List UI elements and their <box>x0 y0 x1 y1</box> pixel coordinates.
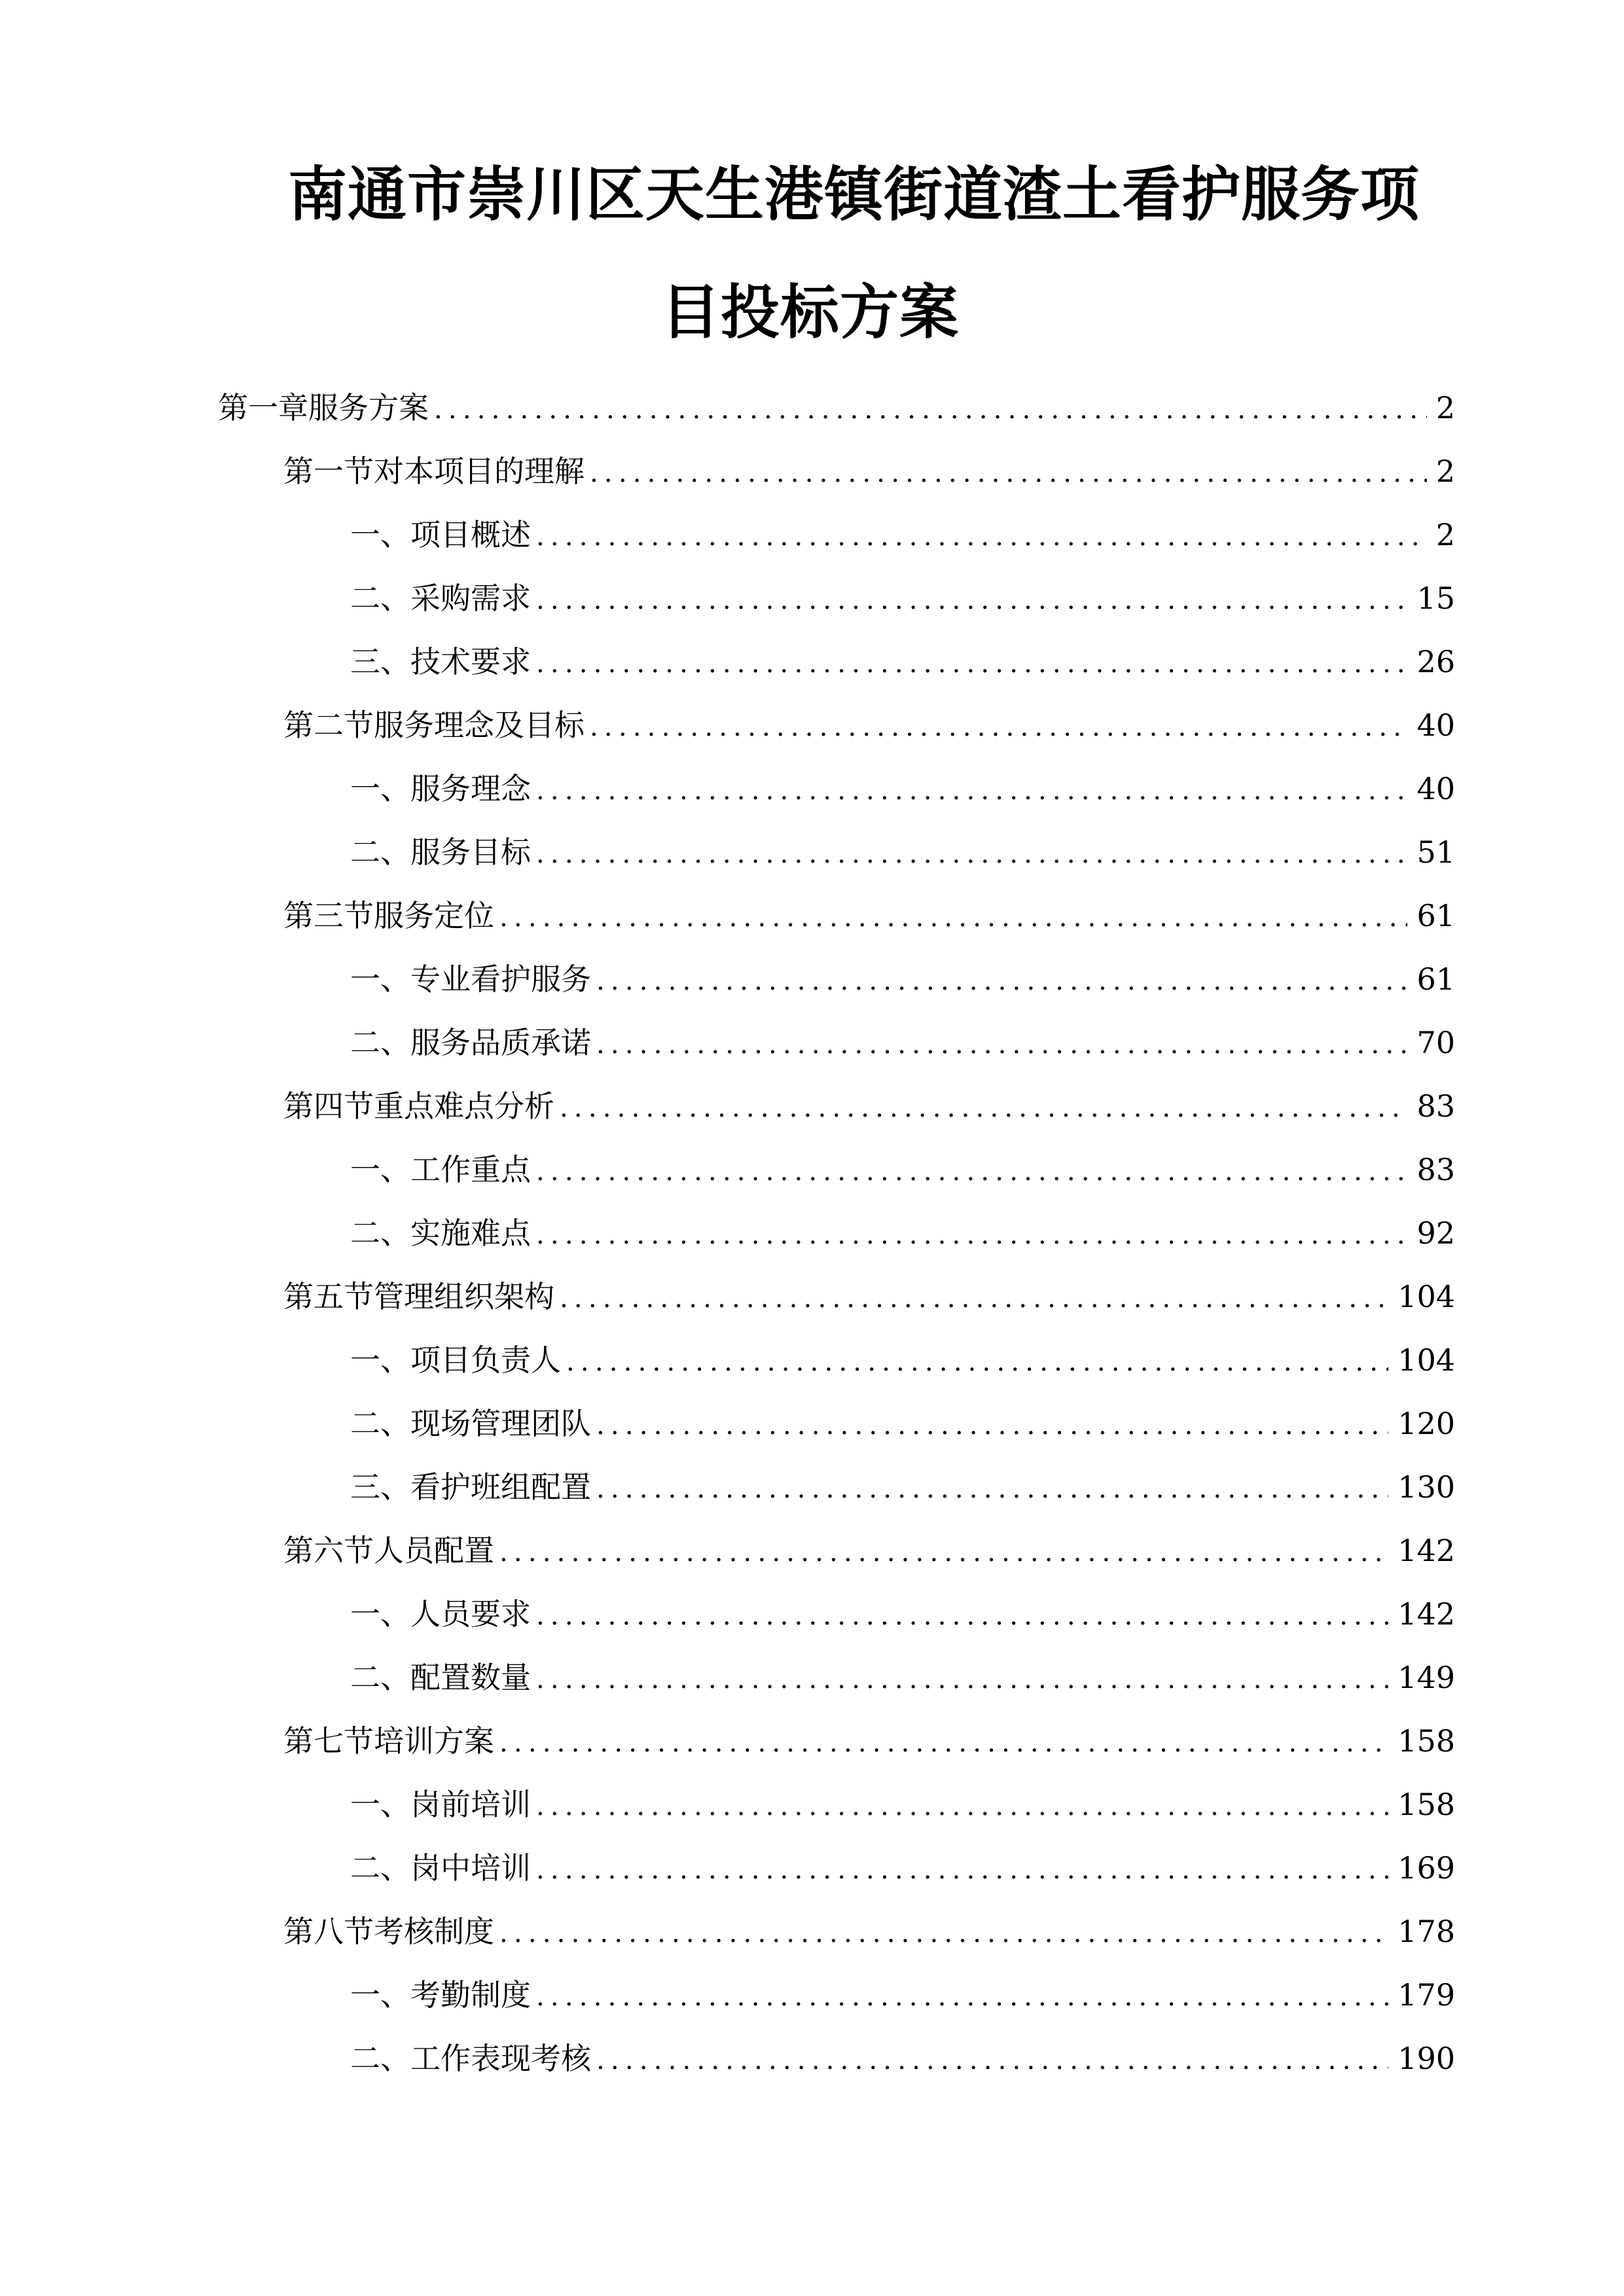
toc-dot-leader <box>590 706 1407 748</box>
toc-page-number: 70 <box>1416 1025 1455 1060</box>
toc-entry-label: 考勤制度 <box>410 1977 531 2013</box>
toc-page-number: 178 <box>1398 1914 1455 1949</box>
toc-dot-leader <box>596 960 1407 1002</box>
toc-entry-subsection[interactable] <box>350 2036 1455 2081</box>
toc-entry-number: 二、 <box>350 834 410 870</box>
toc-entry-number: 二、 <box>350 1215 410 1251</box>
toc-entry-label: 对本项目的理解 <box>374 454 585 489</box>
toc-entry-subsection[interactable] <box>350 639 1455 685</box>
toc-entry-label: 项目概述 <box>410 517 531 552</box>
toc-entry-section[interactable] <box>283 1274 1455 1319</box>
toc-entry-label: 服务品质承诺 <box>410 1025 591 1060</box>
toc-entry-label: 人员要求 <box>410 1596 531 1632</box>
toc-entry-subsection[interactable] <box>350 1401 1455 1446</box>
toc-entry-label: 服务目标 <box>410 834 531 870</box>
toc-entry-section[interactable] <box>283 1909 1455 1954</box>
toc-dot-leader <box>536 770 1407 812</box>
document-title-line-2: 目投标方案 <box>661 278 959 347</box>
toc-entry-label: 专业看护服务 <box>410 961 591 997</box>
toc-dot-leader <box>536 643 1407 685</box>
toc-entry-subsection[interactable] <box>350 1337 1455 1383</box>
toc-entry-number: 第三节 <box>283 898 374 933</box>
toc-dot-leader <box>560 1278 1388 1319</box>
toc-entry-number: 第八节 <box>283 1914 374 1949</box>
toc-entry-number: 三、 <box>350 644 410 679</box>
toc-entry-number: 一、 <box>350 1596 410 1632</box>
toc-page-number: 179 <box>1398 1977 1455 2013</box>
toc-entry-subsection[interactable] <box>350 829 1455 875</box>
toc-page-number: 149 <box>1398 1660 1455 1695</box>
toc-entry-section[interactable] <box>283 1718 1455 1764</box>
toc-entry-number: 二、 <box>350 1850 410 1886</box>
toc-entry-number: 三、 <box>350 1469 410 1505</box>
toc-entry-subsection[interactable] <box>350 1655 1455 1700</box>
toc-dot-leader <box>536 833 1407 875</box>
toc-entry-subsection[interactable] <box>350 1591 1455 1637</box>
toc-dot-leader <box>536 516 1427 558</box>
toc-entry-number: 第四节 <box>283 1088 374 1124</box>
toc-entry-label: 看护班组配置 <box>410 1469 591 1505</box>
toc-dot-leader <box>596 1024 1407 1066</box>
toc-dot-leader <box>536 1785 1388 1827</box>
toc-entry-number: 第六节 <box>283 1533 374 1568</box>
toc-page-number: 104 <box>1398 1279 1455 1314</box>
toc-dot-leader <box>499 1722 1388 1764</box>
toc-dot-leader <box>596 2039 1388 2081</box>
toc-entry-subsection[interactable] <box>350 1972 1455 2018</box>
toc-dot-leader <box>536 1595 1388 1637</box>
toc-dot-leader <box>536 1849 1388 1891</box>
toc-page-number: 104 <box>1398 1342 1455 1378</box>
toc-entry-label: 服务理念及目标 <box>374 708 585 743</box>
toc-entry-number: 一、 <box>350 517 410 552</box>
toc-page-number: 83 <box>1416 1088 1455 1124</box>
toc-page-number: 2 <box>1435 454 1455 489</box>
toc-page-number: 190 <box>1398 2041 1455 2076</box>
toc-page-number: 92 <box>1416 1215 1455 1251</box>
toc-page-number: 26 <box>1416 644 1455 679</box>
toc-entry-subsection[interactable] <box>350 512 1455 558</box>
toc-entry-label: 现场管理团队 <box>410 1406 591 1441</box>
toc-dot-leader <box>499 1912 1388 1954</box>
toc-dot-leader <box>434 389 1427 431</box>
toc-entry-subsection[interactable] <box>350 1845 1455 1891</box>
document-title-line-1: 南通市崇川区天生港镇街道渣土看护服务项 <box>288 160 1420 229</box>
toc-entry-number: 一、 <box>350 771 410 806</box>
toc-dot-leader <box>536 1659 1388 1700</box>
toc-entry-subsection[interactable] <box>350 1210 1455 1256</box>
toc-dot-leader <box>560 1087 1407 1129</box>
toc-page-number: 51 <box>1416 834 1455 870</box>
toc-dot-leader <box>596 1405 1388 1446</box>
toc-entry-label: 技术要求 <box>410 644 531 679</box>
toc-entry-section[interactable] <box>283 893 1455 939</box>
toc-entry-number: 一、 <box>350 1342 410 1378</box>
toc-entry-label: 培训方案 <box>374 1723 494 1759</box>
toc-dot-leader <box>536 1151 1407 1193</box>
toc-page-number: 130 <box>1398 1469 1455 1505</box>
toc-page-number: 15 <box>1416 581 1455 616</box>
toc-entry-label: 实施难点 <box>410 1215 531 1251</box>
toc-page-number: 83 <box>1416 1152 1455 1187</box>
toc-entry-label: 服务方案 <box>308 390 429 425</box>
toc-entry-subsection[interactable] <box>350 1464 1455 1510</box>
toc-entry-chapter-1[interactable] <box>218 385 1455 431</box>
toc-entry-subsection[interactable] <box>350 1782 1455 1827</box>
toc-entry-section[interactable] <box>283 1083 1455 1129</box>
toc-entry-label: 工作重点 <box>410 1152 531 1187</box>
toc-entry-label: 配置数量 <box>410 1660 531 1695</box>
toc-entry-label: 服务定位 <box>374 898 494 933</box>
toc-dot-leader <box>499 1532 1388 1573</box>
toc-page-number: 142 <box>1398 1596 1455 1632</box>
toc-page-number: 120 <box>1398 1406 1455 1441</box>
toc-dot-leader <box>536 579 1407 621</box>
toc-entry-number: 一、 <box>350 1977 410 2013</box>
toc-page-number: 158 <box>1398 1723 1455 1759</box>
toc-page-number: 2 <box>1435 390 1455 425</box>
toc-page-number: 2 <box>1435 517 1455 552</box>
toc-entry-label: 岗前培训 <box>410 1787 531 1822</box>
toc-entry-label: 服务理念 <box>410 771 531 806</box>
toc-entry-label: 考核制度 <box>374 1914 494 1949</box>
toc-entry-number: 二、 <box>350 581 410 616</box>
toc-dot-leader <box>536 1214 1407 1256</box>
toc-entry-subsection[interactable] <box>350 766 1455 812</box>
toc-page-number: 61 <box>1416 961 1455 997</box>
toc-dot-leader <box>499 897 1407 939</box>
toc-entry-number: 一、 <box>350 1787 410 1822</box>
toc-entry-label: 采购需求 <box>410 581 531 616</box>
toc-entry-label: 项目负责人 <box>410 1342 561 1378</box>
toc-entry-number: 一、 <box>350 961 410 997</box>
toc-dot-leader <box>596 1468 1388 1510</box>
toc-entry-label: 重点难点分析 <box>374 1088 554 1124</box>
toc-entry-subsection[interactable] <box>350 956 1455 1002</box>
toc-entry-number: 第一节 <box>283 454 374 489</box>
toc-entry-number: 第七节 <box>283 1723 374 1759</box>
toc-entry-number: 二、 <box>350 1025 410 1060</box>
toc-page-number: 142 <box>1398 1533 1455 1568</box>
toc-page-number: 40 <box>1416 771 1455 806</box>
toc-page-number: 169 <box>1398 1850 1455 1886</box>
toc-page-number: 158 <box>1398 1787 1455 1822</box>
toc-entry-label: 管理组织架构 <box>374 1279 554 1314</box>
toc-entry-section[interactable] <box>283 1528 1455 1573</box>
toc-entry-subsection[interactable] <box>350 575 1455 621</box>
toc-entry-label: 人员配置 <box>374 1533 494 1568</box>
toc-dot-leader <box>590 452 1427 494</box>
toc-page-number: 61 <box>1416 898 1455 933</box>
toc-entry-number: 一、 <box>350 1152 410 1187</box>
toc-entry-section[interactable] <box>283 702 1455 748</box>
toc-entry-subsection[interactable] <box>350 1020 1455 1066</box>
toc-dot-leader <box>536 1976 1388 2018</box>
toc-entry-number: 第一章 <box>218 390 308 425</box>
toc-entry-number: 二、 <box>350 1406 410 1441</box>
toc-page-number: 40 <box>1416 708 1455 743</box>
toc-entry-number: 二、 <box>350 1660 410 1695</box>
toc-entry-subsection[interactable] <box>350 1147 1455 1193</box>
toc-entry-section[interactable] <box>283 448 1455 494</box>
toc-entry-label: 工作表现考核 <box>410 2041 591 2076</box>
toc-entry-label: 岗中培训 <box>410 1850 531 1886</box>
toc-entry-number: 二、 <box>350 2041 410 2076</box>
toc-dot-leader <box>566 1341 1388 1383</box>
toc-entry-number: 第二节 <box>283 708 374 743</box>
toc-entry-number: 第五节 <box>283 1279 374 1314</box>
